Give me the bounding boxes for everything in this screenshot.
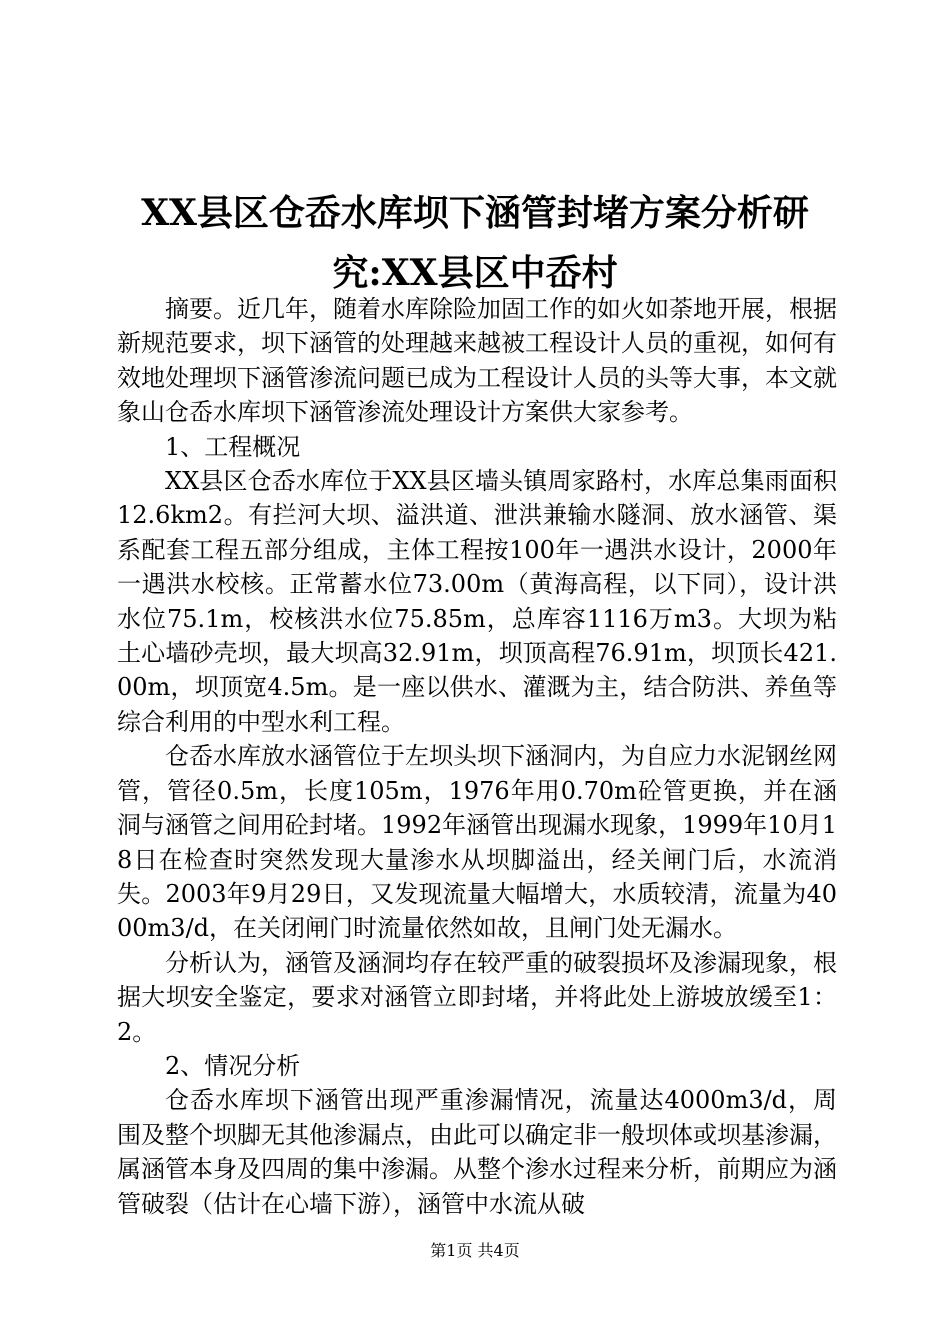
document-body [117,292,837,1221]
paragraph-overview: XX县区仓岙水库位于XX县区墙头镇周家路村，水库总集雨面积12.6km2。有拦河大坝、溢洪道、泄洪兼输水隧洞、放水涵管、渠系配套工程五部分组成，主体工程按100年一遇洪水设计，2000年一遇洪水校核。正常蓄水位73.00m（黄海高程，以下同），设计洪水位75.1m，校核洪水位75.85m，总库容1116万m3。大坝为粘土心墙砂壳坝，最大坝高32.91m，坝顶高程76.91m，坝顶长421.00m，坝顶宽4.5m。是一座以供水、灌溉为主，结合防洪、养鱼等综合利用的中型水利工程。 [117,467,837,736]
page-footer: 第1页 共4页 [430,1241,520,1260]
paragraph-analysis-conclusion: 分析认为，涵管及涵洞均存在较严重的破裂损坏及渗漏现象，根据大坝安全鉴定，要求对涵管立即封堵，并将此处上游坡放缓至1：2。 [117,948,837,1046]
paragraph-culvert-history: 仓岙水库放水涵管位于左坝头坝下涵洞内，为自应力水泥钢丝网管，管径0.5m，长度105m，1976年用0.70m砼管更换，并在涵洞与涵管之间用砼封堵。1992年涵管出现漏水现象，1999年10月18日在检查时突然发现大量渗水从坝脚溢出，经关闸门后，水流消失。2003年9月29日，又发现流量大幅增大，水质较清，流量为4000m3/d，在关闭闸门时流量依然如故，且闸门处无漏水。 [117,742,837,943]
paragraph-situation: 仓岙水库坝下涵管出现严重渗漏情况，流量达4000m3/d，周围及整个坝脚无其他渗漏点，由此可以确定非一般坝体或坝基渗漏，属涵管本身及四周的集中渗漏。从整个渗水过程来分析，前期应为涵管破裂（估计在心墙下游），涵管中水流从破 [117,1086,837,1218]
section-heading-situation: 2、情况分析 [165,1051,301,1080]
document-title: XX县区仓岙水库坝下涵管封堵方案分析研究:XX县区中岙村 [141,192,809,294]
section-heading-overview: 1、工程概况 [165,432,301,461]
paragraph-abstract: 摘要。近几年，随着水库除险加固工作的如火如荼地开展，根据新规范要求，坝下涵管的处理越来越被工程设计人员的重视，如何有效地处理坝下涵管渗流问题已成为工程设计人员的头等大事，本文就象山仓岙水库坝下涵管渗流处理设计方案供大家参考。 [117,295,837,427]
